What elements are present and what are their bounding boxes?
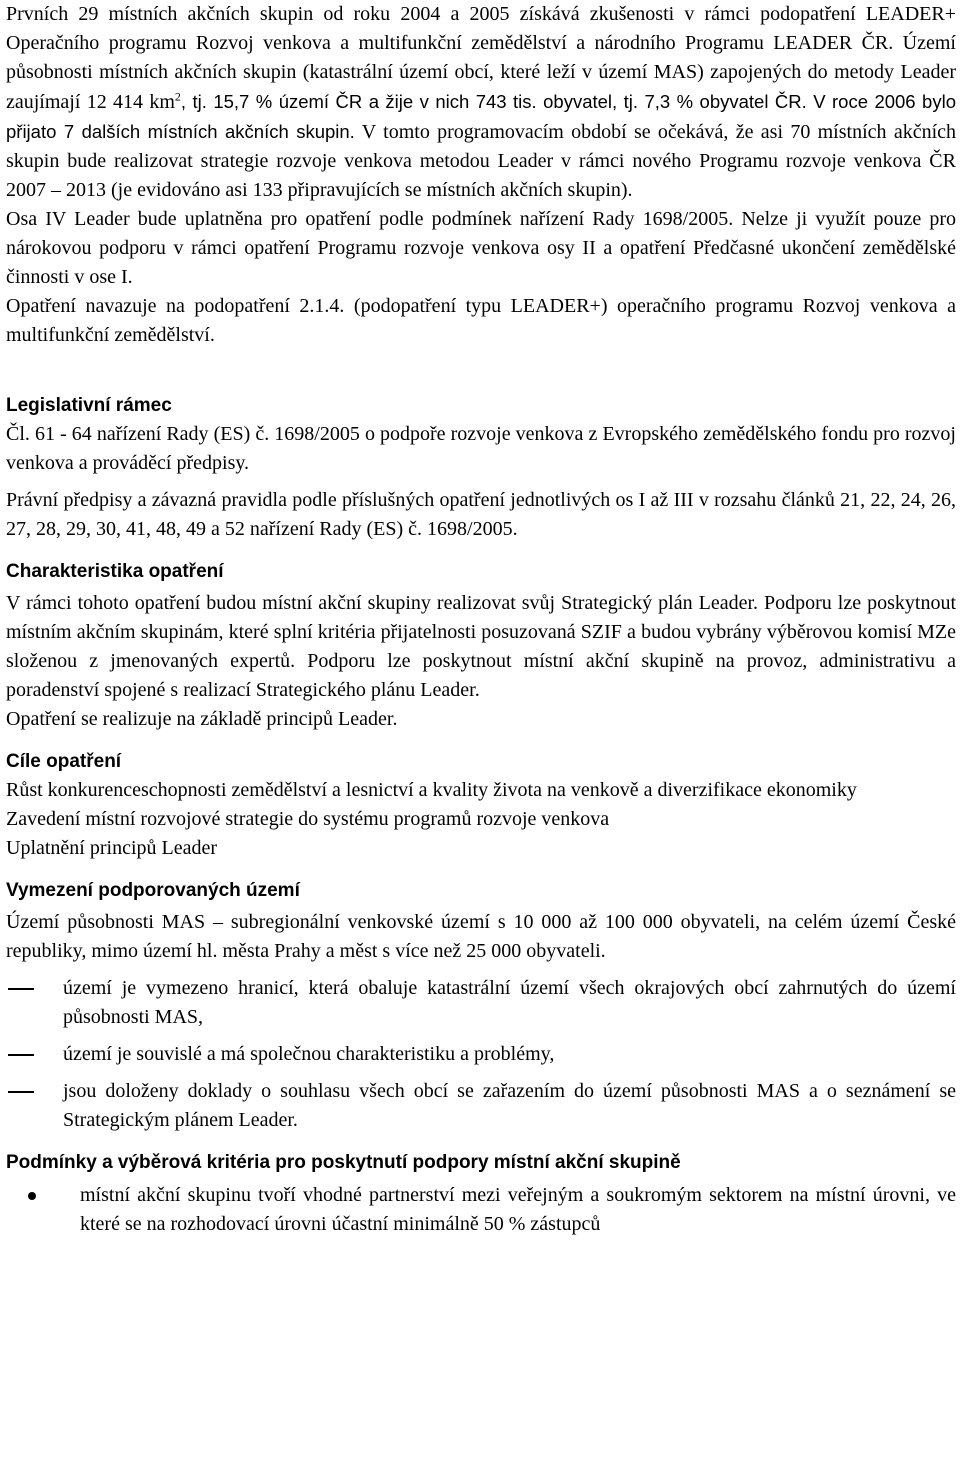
goals-heading: Cíle opatření — [6, 751, 122, 772]
characteristics-heading: Charakteristika opatření — [6, 561, 224, 582]
legislation-heading: Legislativní rámec — [6, 395, 172, 416]
territory-heading: Vymezení podporovaných území — [6, 880, 300, 901]
characteristics-paragraph-2: Opatření se realizuje na základě principů Leader. — [6, 708, 398, 730]
territory-list-item: jsou doloženy doklady o souhlasu všech obcí se zařazením do území působnosti MAS a o seznámení se Strategickým plánem Leader. — [6, 1077, 956, 1135]
dash-marker — [8, 988, 34, 990]
characteristics-paragraph-1: V rámci tohoto opatření budou místní akční skupiny realizovat svůj Strategický plán Leader. Podporu lze poskytnout místním akčním skupinám, které splní kritéria přijatelnosti posuzovaná SZIF a budou vybrány výběrovou komisí MZe složenou z jmenovaných expertů. Podporu lze poskytnout místní akční skupině na provoz, administrativu a poradenství spojené s realizací Strategického plánu Leader. — [6, 592, 956, 701]
intro-paragraph-1 — [6, 0, 956, 205]
intro-text-b: , tj. 15,7 % území ČR a žije v nich 743 tis. obyvatel, tj. 7,3 % obyvatel ČR. — [180, 91, 807, 112]
conditions-heading: Podmínky a výběrová kritéria pro poskytnutí podpory místní akční skupině — [6, 1152, 681, 1173]
goals-paragraph-1: Růst konkurenceschopnosti zemědělství a lesnictví a kvality života na venkově a diverzifikace ekonomiky — [6, 779, 857, 801]
territory-list-item: území je souvislé a má společnou charakteristiku a problémy, — [6, 1040, 956, 1069]
legislation-paragraph-1: Čl. 61 - 64 nařízení Rady (ES) č. 1698/2005 o podpoře rozvoje venkova z Evropského zemědělského fondu pro rozvoj venkova a prováděcí předpisy. — [6, 423, 956, 474]
bullet-marker — [28, 1192, 36, 1200]
dash-marker — [8, 1091, 34, 1093]
superscript: 2 — [174, 89, 181, 104]
territory-list-item: území je vymezeno hranicí, která obaluje katastrální území všech okrajových obcí zahrnutých do území působnosti MAS, — [6, 974, 956, 1032]
goals-paragraph-3: Uplatnění principů Leader — [6, 837, 218, 859]
territory-paragraph-1: Území působnosti MAS – subregionální venkovské území s 10 000 až 100 000 obyvateli, na celém území České republiky, mimo území hl. města Prahy a měst s více než 25 000 obyvateli. — [6, 911, 956, 962]
legislation-paragraph-2: Právní předpisy a závazná pravidla podle příslušných opatření jednotlivých os I až III v rozsahu článků 21, 22, 24, 26, 27, 28, 29, 30, 41, 48, 49 a 52 nařízení Rady (ES) č. 1698/2005. — [6, 489, 956, 540]
goals-paragraph-2: Zavedení místní rozvojové strategie do systému programů rozvoje venkova — [6, 808, 610, 830]
intro-paragraph-3: Opatření navazuje na podopatření 2.1.4. (podopatření typu LEADER+) operačního programu Rozvoj venkova a multifunkční zemědělství. — [6, 295, 956, 346]
intro-text-c: V roce 2006 bylo přijato 7 dalších místních akčních skupin. — [6, 91, 956, 142]
dash-marker — [8, 1054, 34, 1056]
intro-paragraph-2: Osa IV Leader bude uplatněna pro opatření podle podmínek nařízení Rady 1698/2005. Nelze ji využít pouze pro nárokovou podporu v rámci opatření Programu rozvoje venkova osy II a opatření Předčasné ukončení zemědělské činnosti v ose I. — [6, 208, 956, 288]
intro-text-d: V tomto programovacím období se očekává, že asi 70 místních akčních skupin bude realizovat strategie rozvoje venkova metodou Leader v rámci nového Programu rozvoje venkova ČR 2007 – 2013 (je evidováno asi 133 připravujících se místních akčních skupin). — [6, 121, 957, 201]
document-page — [6, 0, 956, 1239]
conditions-list-item: místní akční skupinu tvoří vhodné partnerství mezi veřejným a soukromým sektorem na místní úrovni, ve které se na rozhodovací úrovni účastní minimálně 50 % zástupců — [6, 1181, 956, 1239]
intro-text-a: Prvních 29 místních akčních skupin od roku 2004 a 2005 získává zkušenosti v rámci podopatření LEADER+ Operačního programu Rozvoj venkova a multifunkční zemědělství a národního Programu LEADER ČR. Území působnosti místních akčních skupin (katastrální území obcí, které leží v území MAS) zapojených do metody Leader zaujímají 12 414 km — [6, 3, 956, 113]
